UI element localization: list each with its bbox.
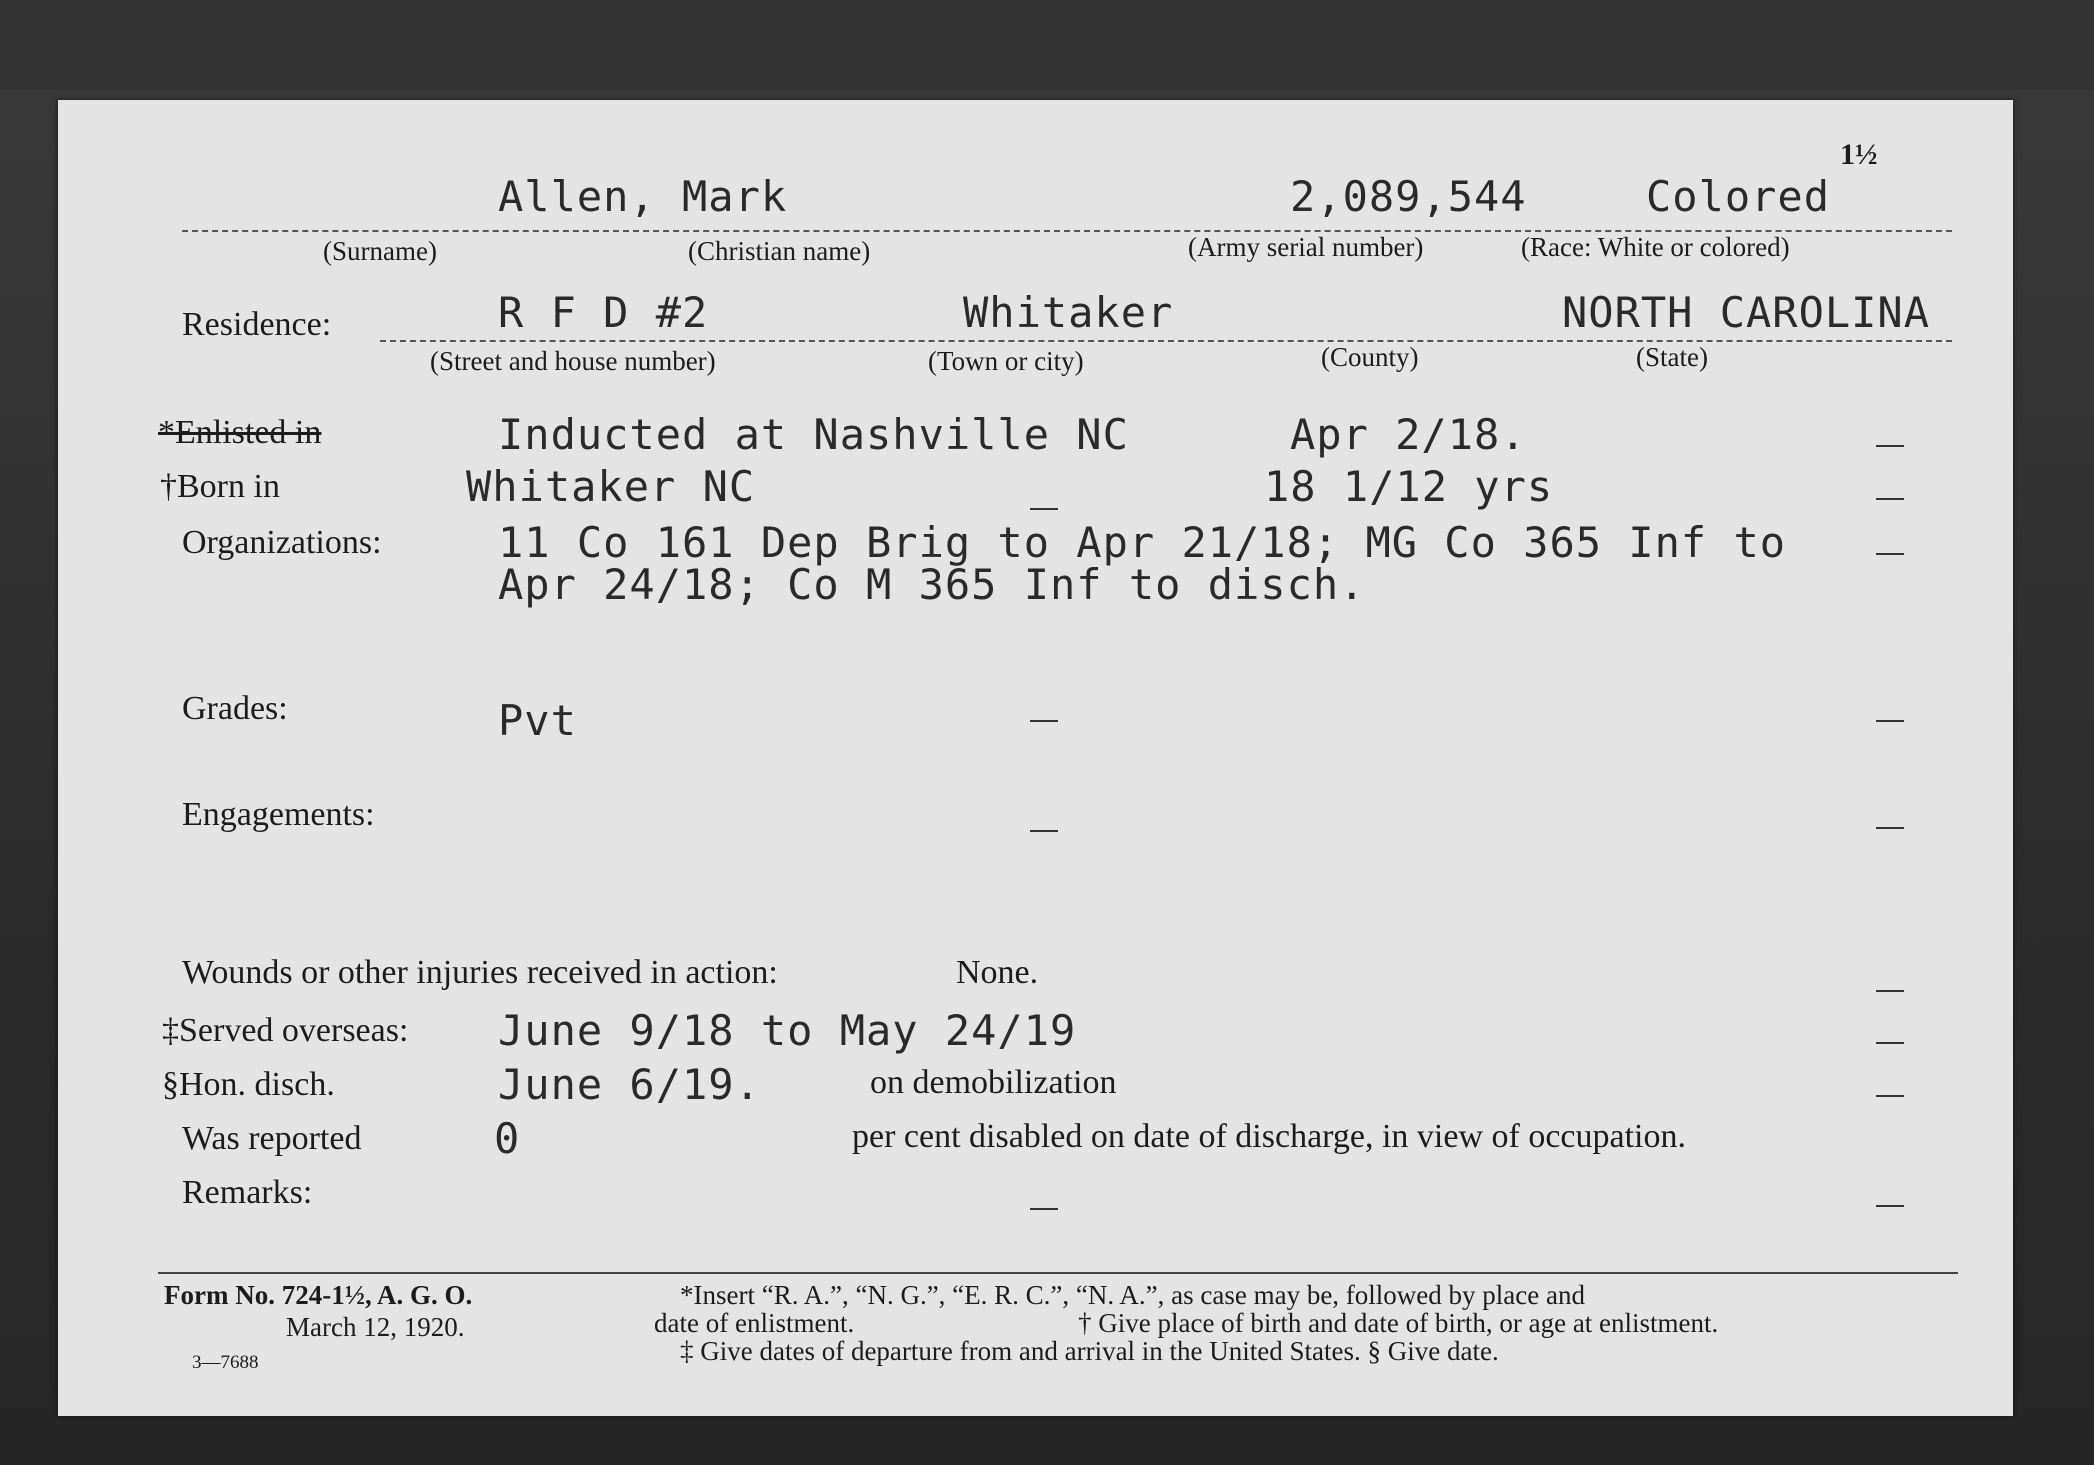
discharge-note: on demobilization bbox=[870, 1064, 1117, 1101]
remarks-mid-dash bbox=[1030, 1208, 1058, 1210]
footnote-line2-left: date of enlistment. bbox=[654, 1308, 855, 1338]
enlisted-dash bbox=[1876, 445, 1904, 447]
born-mid-dash bbox=[1030, 508, 1058, 510]
wounds-value: None. bbox=[956, 954, 1039, 991]
enlisted-label: *Enlisted in bbox=[158, 414, 322, 451]
engagements-label: Engagements: bbox=[182, 796, 375, 833]
born-label: †Born in bbox=[160, 468, 280, 505]
footer-rule bbox=[158, 1272, 1958, 1274]
caption-serial: (Army serial number) bbox=[1188, 232, 1424, 262]
caption-christian-name: (Christian name) bbox=[688, 236, 871, 266]
engagements-dash bbox=[1876, 827, 1904, 829]
race-value: Colored bbox=[1646, 172, 1831, 221]
caption-race: (Race: White or colored) bbox=[1521, 232, 1790, 262]
caption-state: (State) bbox=[1636, 342, 1708, 372]
residence-label: Residence: bbox=[182, 306, 332, 343]
footnote-line2-right: † Give place of birth and date of birth, or age at enlistment. bbox=[1078, 1308, 1719, 1338]
wounds-dash bbox=[1876, 990, 1904, 992]
discharge-label: §Hon. disch. bbox=[162, 1066, 335, 1103]
caption-surname: (Surname) bbox=[323, 236, 437, 266]
organizations-dash bbox=[1876, 553, 1904, 555]
discharge-dash bbox=[1876, 1095, 1904, 1097]
wounds-label: Wounds or other injuries received in action: bbox=[182, 954, 778, 991]
caption-street: (Street and house number) bbox=[430, 346, 716, 376]
overseas-value: June 9/18 to May 24/19 bbox=[498, 1006, 1077, 1055]
organizations-label: Organizations: bbox=[182, 524, 382, 561]
organizations-line1: 11 Co 161 Dep Brig to Apr 21/18; MG Co 365 Inf to bbox=[498, 518, 1787, 567]
residence-state: NORTH CAROLINA bbox=[1562, 288, 1931, 337]
grades-value: Pvt bbox=[498, 696, 577, 745]
scanner-top-band bbox=[0, 0, 2094, 90]
grades-label: Grades: bbox=[182, 690, 288, 727]
grades-mid-dash bbox=[1030, 720, 1058, 722]
overseas-label: ‡Served overseas: bbox=[162, 1012, 409, 1049]
residence-town: Whitaker bbox=[963, 288, 1174, 337]
disability-percent: 0 bbox=[494, 1114, 521, 1163]
engagements-mid-dash bbox=[1030, 830, 1058, 832]
enlisted-date: Apr 2/18. bbox=[1290, 410, 1527, 459]
remarks-dash bbox=[1876, 1205, 1904, 1207]
service-record-card bbox=[58, 100, 2013, 1416]
surname-name-value: Allen, Mark bbox=[498, 172, 788, 221]
residence-street: R F D #2 bbox=[498, 288, 709, 337]
residence-rule bbox=[380, 340, 1952, 342]
born-age: 18 1/12 yrs bbox=[1264, 462, 1554, 511]
footnote-line3: ‡ Give dates of departure from and arrival in the United States. § Give date. bbox=[680, 1336, 1499, 1366]
disability-label: Was reported bbox=[182, 1120, 362, 1157]
footnote-line1: *Insert “R. A.”, “N. G.”, “E. R. C.”, “N. A.”, as case may be, followed by place and bbox=[680, 1280, 1585, 1310]
disability-text: per cent disabled on date of discharge, in view of occupation. bbox=[852, 1118, 1686, 1155]
discharge-date: June 6/19. bbox=[498, 1060, 761, 1109]
form-date: March 12, 1920. bbox=[286, 1312, 465, 1342]
born-dash bbox=[1876, 498, 1904, 500]
card-number: 1½ bbox=[1840, 138, 1878, 171]
grades-dash bbox=[1876, 720, 1904, 722]
caption-town: (Town or city) bbox=[928, 346, 1084, 376]
serial-number-value: 2,089,544 bbox=[1290, 172, 1527, 221]
form-number: Form No. 724-1½, A. G. O. bbox=[164, 1280, 473, 1310]
born-place: Whitaker NC bbox=[466, 462, 756, 511]
overseas-dash bbox=[1876, 1042, 1904, 1044]
caption-county: (County) bbox=[1321, 342, 1419, 372]
organizations-line2: Apr 24/18; Co M 365 Inf to disch. bbox=[498, 560, 1366, 609]
remarks-label: Remarks: bbox=[182, 1174, 313, 1211]
form-code: 3—7688 bbox=[192, 1352, 259, 1373]
enlisted-place: Inducted at Nashville NC bbox=[498, 410, 1129, 459]
